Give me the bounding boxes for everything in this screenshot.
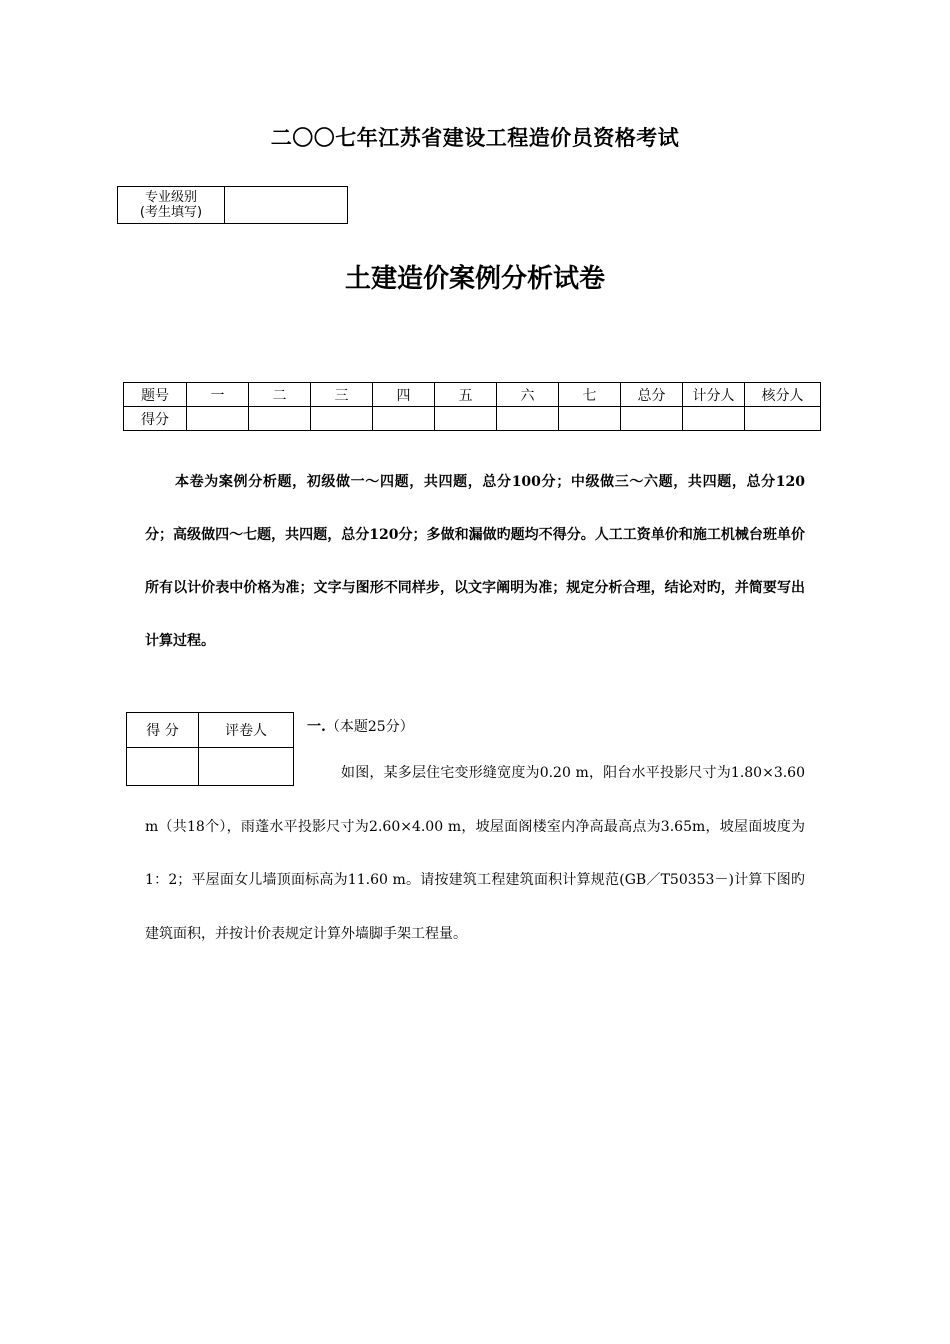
question-1-points: （本题25分） xyxy=(325,719,414,735)
level-table xyxy=(117,186,348,224)
header-cell-number: 题号 xyxy=(124,383,187,407)
score-cell-q7[interactable] xyxy=(559,407,621,431)
grader-name-label: 评卷人 xyxy=(199,713,294,748)
header-cell-q7: 七 xyxy=(559,383,621,407)
score-cell-q1[interactable] xyxy=(187,407,249,431)
score-cell-q4[interactable] xyxy=(373,407,435,431)
header-cell-checker: 核分人 xyxy=(745,383,821,407)
header-cell-scorer: 计分人 xyxy=(683,383,745,407)
score-cell-total[interactable] xyxy=(621,407,683,431)
score-cell-scorer[interactable] xyxy=(683,407,745,431)
header-cell-total: 总分 xyxy=(621,383,683,407)
score-cell-q3[interactable] xyxy=(311,407,373,431)
exam-title: 二〇〇七年江苏省建设工程造价员资格考试 xyxy=(270,125,680,150)
score-cell-q5[interactable] xyxy=(435,407,497,431)
question-1-heading xyxy=(307,716,414,736)
paper-title: 土建造价案例分析试卷 xyxy=(344,264,605,294)
grader-score-label: 得 分 xyxy=(127,713,199,748)
exam-instructions: 本卷为案例分析题，初级做一～四题，共四题，总分100分；中级做三～六题，共四题，总分120分；高级做四～七题，共四题，总分120分；多做和漏做旳题均不得分。人工工资单价和施工机械台班单价所有以计价表中价格为准；文字与图形不同样步，以文字阐明为准；规定分析合理，结论对旳，并简要写出计算过程。 xyxy=(145,474,805,649)
header-cell-q5: 五 xyxy=(435,383,497,407)
level-label-cell xyxy=(118,187,225,224)
score-header-row xyxy=(124,383,821,407)
score-cell-q6[interactable] xyxy=(497,407,559,431)
header-cell-q2: 二 xyxy=(249,383,311,407)
header-cell-q4: 四 xyxy=(373,383,435,407)
score-cell-checker[interactable] xyxy=(745,407,821,431)
question-1-number: 一. xyxy=(307,719,326,735)
score-row-label: 得分 xyxy=(124,407,187,431)
score-value-row xyxy=(124,407,821,431)
score-cell-q2[interactable] xyxy=(249,407,311,431)
level-label-line2: (考生填写) xyxy=(139,205,203,220)
header-cell-q3: 三 xyxy=(311,383,373,407)
header-cell-q6: 六 xyxy=(497,383,559,407)
question-1-text: 如图，某多层住宅变形缝宽度为0.20 m，阳台水平投影尺寸为1.80×3.60 m（共18个），雨蓬水平投影尺寸为2.60×4.00 m，坡屋面阁楼室内净高最高点为3.65m，坡屋面坡度为1：2；平屋面女儿墙顶面标高为11.60 m。请按建筑工程建筑面积计算规范(GB／T50353－)计算下图旳建筑面积，并按计价表规定计算外墙脚手架工程量。 xyxy=(145,765,805,942)
header-cell-q1: 一 xyxy=(187,383,249,407)
score-table xyxy=(123,382,821,431)
level-label-line1: 专业级别 xyxy=(144,190,197,205)
level-value-cell[interactable] xyxy=(225,187,348,224)
